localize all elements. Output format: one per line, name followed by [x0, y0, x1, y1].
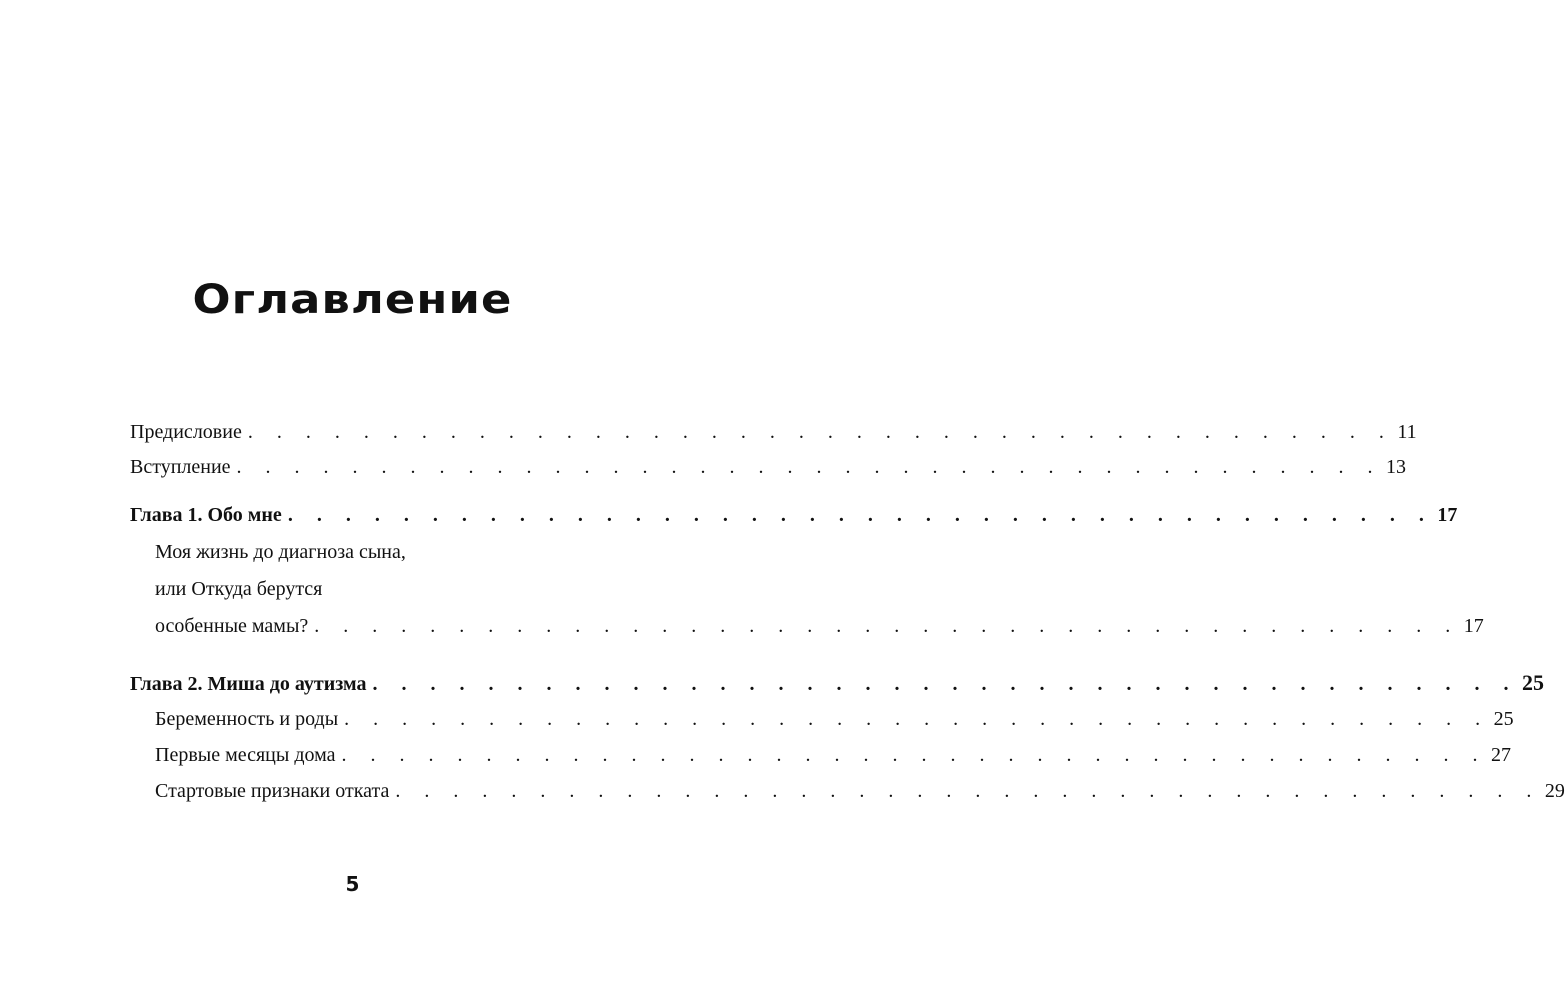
toc-entry-line[interactable]: Моя жизнь до диагноза сына,: [155, 541, 406, 563]
toc-entry-introduction[interactable]: [130, 452, 1407, 482]
toc-subentry-pregnancy[interactable]: [155, 704, 1514, 734]
toc-entry-page: 17: [1437, 504, 1458, 526]
toc-entry-page: 17: [1463, 615, 1484, 637]
toc-entry-label: Предисловие: [130, 421, 242, 443]
dot-leader: . . . . . . . . . . . . . . . . . . . . . . . . . . . . . . . . . . . . . . . .: [344, 708, 1490, 730]
toc-entry-preface[interactable]: [130, 417, 1417, 447]
toc-entry-label: Вступление: [130, 456, 231, 478]
dot-leader: . . . . . . . . . . . . . . . . . . . . . . . . . . . . . . . . . . . . . . . .: [395, 780, 1541, 802]
dot-leader: . . . . . . . . . . . . . . . . . . . . . . . . . . . . . . . . . . . . . . . .: [247, 421, 1394, 443]
toc-subentry-first-months[interactable]: [155, 740, 1512, 770]
toc-entry-page: 27: [1491, 744, 1512, 766]
dot-leader: . . . . . . . . . . . . . . . . . . . . . . . . . . . . . . . . . . . . . . . .: [341, 744, 1488, 766]
page-number: 5: [345, 872, 360, 896]
toc-entry-line[interactable]: или Откуда берутся: [155, 578, 323, 600]
dot-leader: . . . . . . . . . . . . . . . . . . . . . . . . . . . . . . . . . . . . . . . .: [287, 504, 1434, 526]
toc-entry-label: Беременность и роды: [155, 708, 339, 730]
toc-entry-page: 25: [1493, 708, 1514, 730]
toc-entry-page: 13: [1386, 456, 1407, 478]
toc-entry-page: 11: [1397, 421, 1417, 443]
toc-chapter-2[interactable]: [130, 668, 1544, 698]
toc-entry-page: 29: [1544, 780, 1565, 802]
toc-subentry-regression-signs[interactable]: [155, 776, 1565, 806]
page-title: Оглавление: [192, 277, 513, 323]
toc-entry-label: Стартовые признаки отката: [155, 780, 390, 802]
dot-leader: . . . . . . . . . . . . . . . . . . . . . . . . . . . . . . . . . . . . . . . .: [372, 673, 1518, 695]
toc-entry-label: особенные мамы?: [155, 615, 309, 637]
dot-leader: . . . . . . . . . . . . . . . . . . . . . . . . . . . . . . . . . . . . . . . .: [236, 456, 1383, 478]
toc-chapter-1[interactable]: [130, 500, 1458, 530]
toc-entry-label: Глава 2. Миша до аутизма: [130, 673, 367, 695]
dot-leader: . . . . . . . . . . . . . . . . . . . . . . . . . . . . . . . . . . . . . . . .: [314, 615, 1460, 637]
toc-entry-label: Глава 1. Обо мне: [130, 504, 282, 526]
toc-subentry-life-before-diagnosis[interactable]: [155, 611, 1484, 641]
toc-entry-page: 25: [1521, 670, 1544, 695]
toc-entry-label: Первые месяцы дома: [155, 744, 336, 766]
